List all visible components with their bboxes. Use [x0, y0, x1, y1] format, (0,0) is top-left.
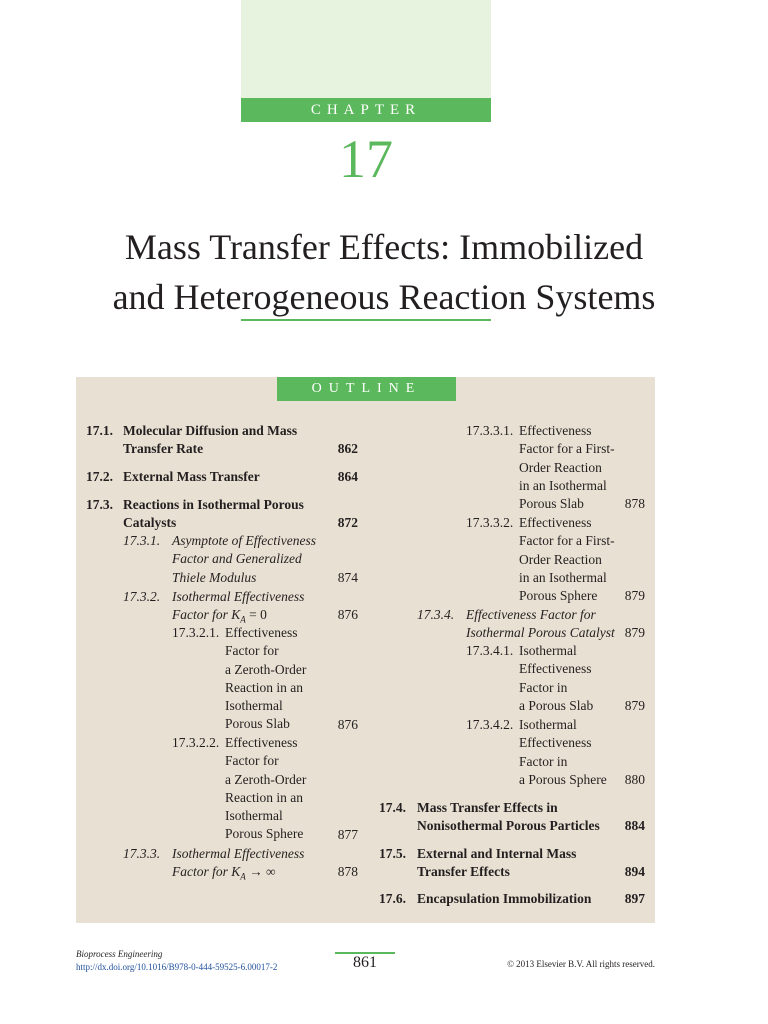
toc-page-17-3-3-2: 879 [624, 588, 645, 603]
chapter-number: 17 [339, 129, 393, 189]
toc-page-17-3-2: 876 [337, 607, 358, 622]
toc-number-17-3-1: 17.3.1. [123, 533, 161, 548]
toc-number-17-3-2-1: 17.3.2.1. [172, 625, 220, 640]
footer-citation [76, 948, 277, 974]
toc-title-17-1[interactable]: Molecular Diffusion and Mass Transfer Rate [123, 423, 298, 457]
toc-number-17-3-2-2: 17.3.2.2. [172, 735, 220, 750]
toc-page-17-1: 862 [337, 441, 358, 456]
toc-number-17-6: 17.6. [379, 891, 406, 906]
chapter-label: CHAPTER [241, 98, 491, 122]
toc-number-17-4: 17.4. [379, 800, 406, 815]
toc-page-17-3-4-2: 880 [624, 772, 645, 787]
chapter-header-block [241, 0, 491, 98]
toc-page-17-4: 884 [624, 818, 645, 833]
toc-number-17-1: 17.1. [86, 423, 113, 438]
toc-title-17-5[interactable]: External and Internal Mass Transfer Effects [417, 846, 577, 880]
toc-number-17-3-2: 17.3.2. [123, 589, 161, 604]
toc-page-17-3-1: 874 [337, 570, 358, 585]
copyright-notice: © 2013 Elsevier B.V. All rights reserved. [507, 959, 655, 969]
toc-page-17-3-2-1: 876 [337, 717, 358, 732]
chapter-title-line-2: and Heterogeneous Reaction Systems [112, 277, 656, 317]
toc-title-17-3-2[interactable]: Isothermal Effectiveness Factor for $K_A = 0$ [172, 589, 305, 625]
toc-number-17-5: 17.5. [379, 846, 406, 861]
toc-page-17-3-3-1: 878 [624, 496, 645, 511]
toc-title-17-3-3-1[interactable]: Effectiveness Factor for a First- Order Reaction in an Isothermal Porous Slab [519, 423, 615, 512]
toc-title-17-3-2-1[interactable]: Effectiveness Factor for a Zeroth-Order Reaction in an Isothermal Porous Slab [225, 625, 307, 732]
toc-number-17-2: 17.2. [86, 469, 113, 484]
toc-number-17-3-3-2: 17.3.3.2. [466, 515, 514, 530]
title-underline [241, 319, 491, 321]
doi-link[interactable]: http://dx.doi.org/10.1016/B978-0-444-59525-6.00017-2 [76, 962, 278, 972]
outline-label: OUTLINE [277, 377, 456, 401]
toc-title-17-2[interactable]: External Mass Transfer [123, 469, 260, 484]
toc-page-17-3-4-1: 879 [624, 698, 645, 713]
chapter-title [40, 222, 728, 322]
toc-title-17-3-2-2[interactable]: Effectiveness Factor for a Zeroth-Order Reaction in an Isothermal Porous Sphere [225, 735, 307, 842]
toc-page-17-2: 864 [337, 469, 358, 484]
journal-name: Bioprocess Engineering [76, 949, 163, 959]
toc-title-17-3-3-2[interactable]: Effectiveness Factor for a First- Order Reaction in an Isothermal Porous Sphere [519, 515, 615, 604]
toc-title-17-3-1[interactable]: Asymptote of Effectiveness Factor and Generalized Thiele Modulus [172, 533, 316, 585]
toc-page-17-3-4: 879 [624, 625, 645, 640]
toc-number-17-3-4-1: 17.3.4.1. [466, 643, 514, 658]
toc-title-17-3-3[interactable]: Isothermal Effectiveness Factor for $K_A$ → ∞ [172, 846, 305, 882]
toc-number-17-3-3: 17.3.3. [123, 846, 161, 861]
chapter-title-line-1: Mass Transfer Effects: Immobilized [124, 227, 644, 267]
toc-number-17-3-3-1: 17.3.3.1. [466, 423, 514, 438]
toc-title-17-3-4[interactable]: Effectiveness Factor for Isothermal Porous Catalyst [466, 607, 615, 641]
toc-number-17-3-4: 17.3.4. [417, 607, 455, 622]
toc-number-17-3-4-2: 17.3.4.2. [466, 717, 514, 732]
toc-title-17-3-4-1[interactable]: Isothermal Effectiveness Factor in a Porous Slab [519, 643, 594, 713]
toc-page-17-3-2-2: 877 [337, 827, 358, 842]
toc-title-17-3[interactable]: Reactions in Isothermal Porous Catalysts [123, 497, 304, 531]
toc-page-17-3-3: 878 [337, 864, 358, 879]
toc-page-17-5: 894 [624, 864, 645, 879]
toc-number-17-3: 17.3. [86, 497, 113, 512]
toc-page-17-6: 897 [624, 891, 645, 906]
toc-title-17-6[interactable]: Encapsulation Immobilization [417, 891, 592, 906]
toc-title-17-3-4-2[interactable]: Isothermal Effectiveness Factor in a Porous Sphere [519, 717, 607, 787]
page-number: 861 [353, 954, 377, 971]
toc-page-17-3: 872 [337, 515, 358, 530]
toc-title-17-4[interactable]: Mass Transfer Effects in Nonisothermal Porous Particles [417, 800, 600, 834]
